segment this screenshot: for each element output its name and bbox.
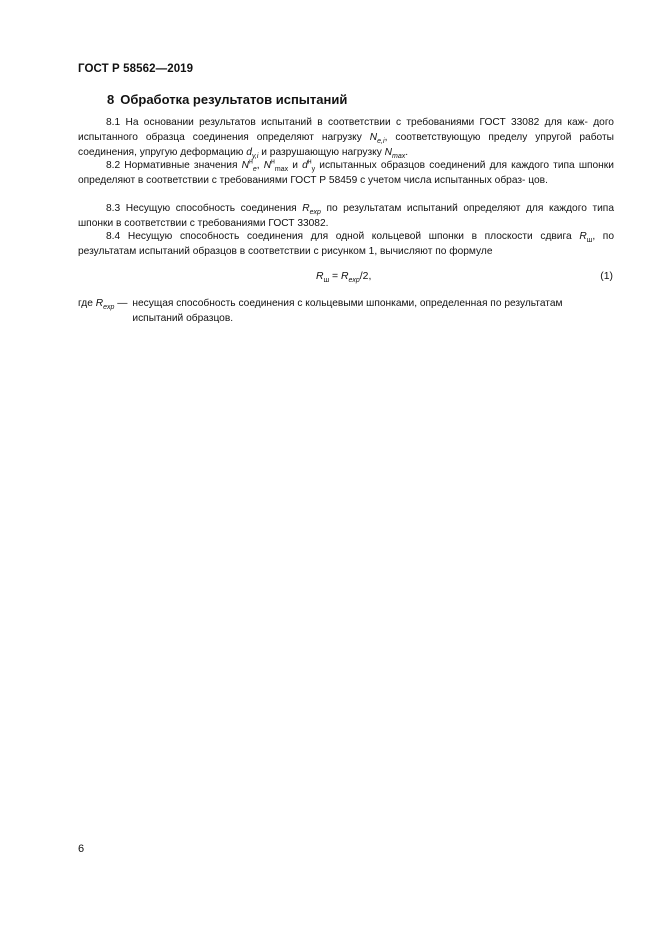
text-line: дого испытанного образца соединения определяют нагрузку [78, 117, 614, 144]
superscript: н [271, 158, 275, 166]
text-line: 8.4 Несущую способность соединения для одной кольцевой шпонки в плоскости сдвига [106, 231, 580, 242]
text-line: , соответствующую пределу упругой [384, 132, 572, 144]
subscript: ш [586, 237, 593, 245]
subscript: exp [103, 304, 115, 312]
text-line: и разрушающую нагрузку [258, 147, 385, 159]
separator: и [288, 160, 303, 171]
formula-1 [316, 271, 372, 285]
subscript: exp [309, 209, 321, 217]
symbol-d: d [246, 147, 252, 159]
paragraph-8-1 [78, 115, 614, 161]
text-line: испытанных образцов соединений для каждого типа [315, 160, 575, 171]
section-heading [107, 92, 347, 107]
equals-sign: = [329, 271, 341, 282]
subscript: max [392, 153, 406, 161]
subscript: y,i [251, 153, 259, 161]
symbol-R: R [340, 271, 349, 282]
section-number: 8 [107, 92, 115, 107]
paragraph-8-3 [78, 201, 614, 231]
symbol-N: N [369, 132, 378, 144]
separator: , [256, 160, 264, 171]
text-line: результатам испытаний образцов в соответствии с рисунком 1, вычисляют по формуле [78, 246, 493, 258]
symbol-N: N [384, 147, 393, 159]
formula-tail: /2, [359, 271, 372, 282]
text-line: 8.1 На основании результатов испытаний в соответствии с требованиями ГОСТ 33082 для каж- [106, 117, 588, 128]
where-word: где [78, 298, 96, 309]
subscript: y [311, 166, 316, 174]
section-title: Обработка результатов испытаний [120, 92, 348, 107]
text-line: 8.3 Несущую способность соединения [106, 203, 303, 214]
subscript: max [274, 166, 289, 174]
where-description: несущая способность соединения с кольцевыми шпонками, определенная по результатам испытаний образцов. [132, 298, 563, 325]
page-number: 6 [78, 843, 85, 855]
text-line: , по [592, 231, 614, 242]
text-line: типа шпонки в соответствии с требованиями ГОСТ 33082. [78, 203, 614, 230]
where-row [78, 296, 614, 326]
text-line: по результатам испытаний определяют для каждого [320, 203, 587, 214]
text-line: цов. [528, 175, 548, 187]
subscript: ш [323, 277, 330, 285]
symbol-N: N [241, 160, 249, 171]
text-line: работы соединения, упругую деформацию [78, 132, 614, 159]
formula-number: (1) [600, 271, 613, 282]
subscript: e [252, 166, 257, 174]
where-clause [78, 296, 614, 326]
text-line: 8.2 Нормативные значения [106, 160, 242, 171]
text-line: . [405, 147, 409, 159]
symbol-R: R [579, 231, 587, 242]
subscript: e,i [377, 138, 385, 146]
paragraph-text [78, 229, 614, 259]
dash: — [114, 298, 128, 309]
superscript: н [248, 158, 253, 166]
superscript: н [307, 158, 312, 166]
standard-header: ГОСТ Р 58562—2019 [78, 63, 194, 75]
paragraph-text [78, 115, 614, 161]
paragraph-8-2 [78, 158, 614, 188]
symbol-R: R [95, 298, 104, 309]
paragraph-8-4 [78, 229, 614, 259]
symbol-R: R [302, 203, 310, 214]
subscript: exp [348, 277, 360, 285]
symbol-N: N [263, 160, 272, 171]
paragraph-text [78, 158, 614, 188]
symbol-R: R [316, 271, 324, 282]
symbol-d: d [302, 160, 308, 171]
paragraph-text [78, 201, 614, 231]
text-line: шпонки определяют в соответствии с требованиями ГОСТ Р 58459 с учетом числа испытанных образ- [78, 160, 614, 187]
where-lead [78, 296, 127, 326]
